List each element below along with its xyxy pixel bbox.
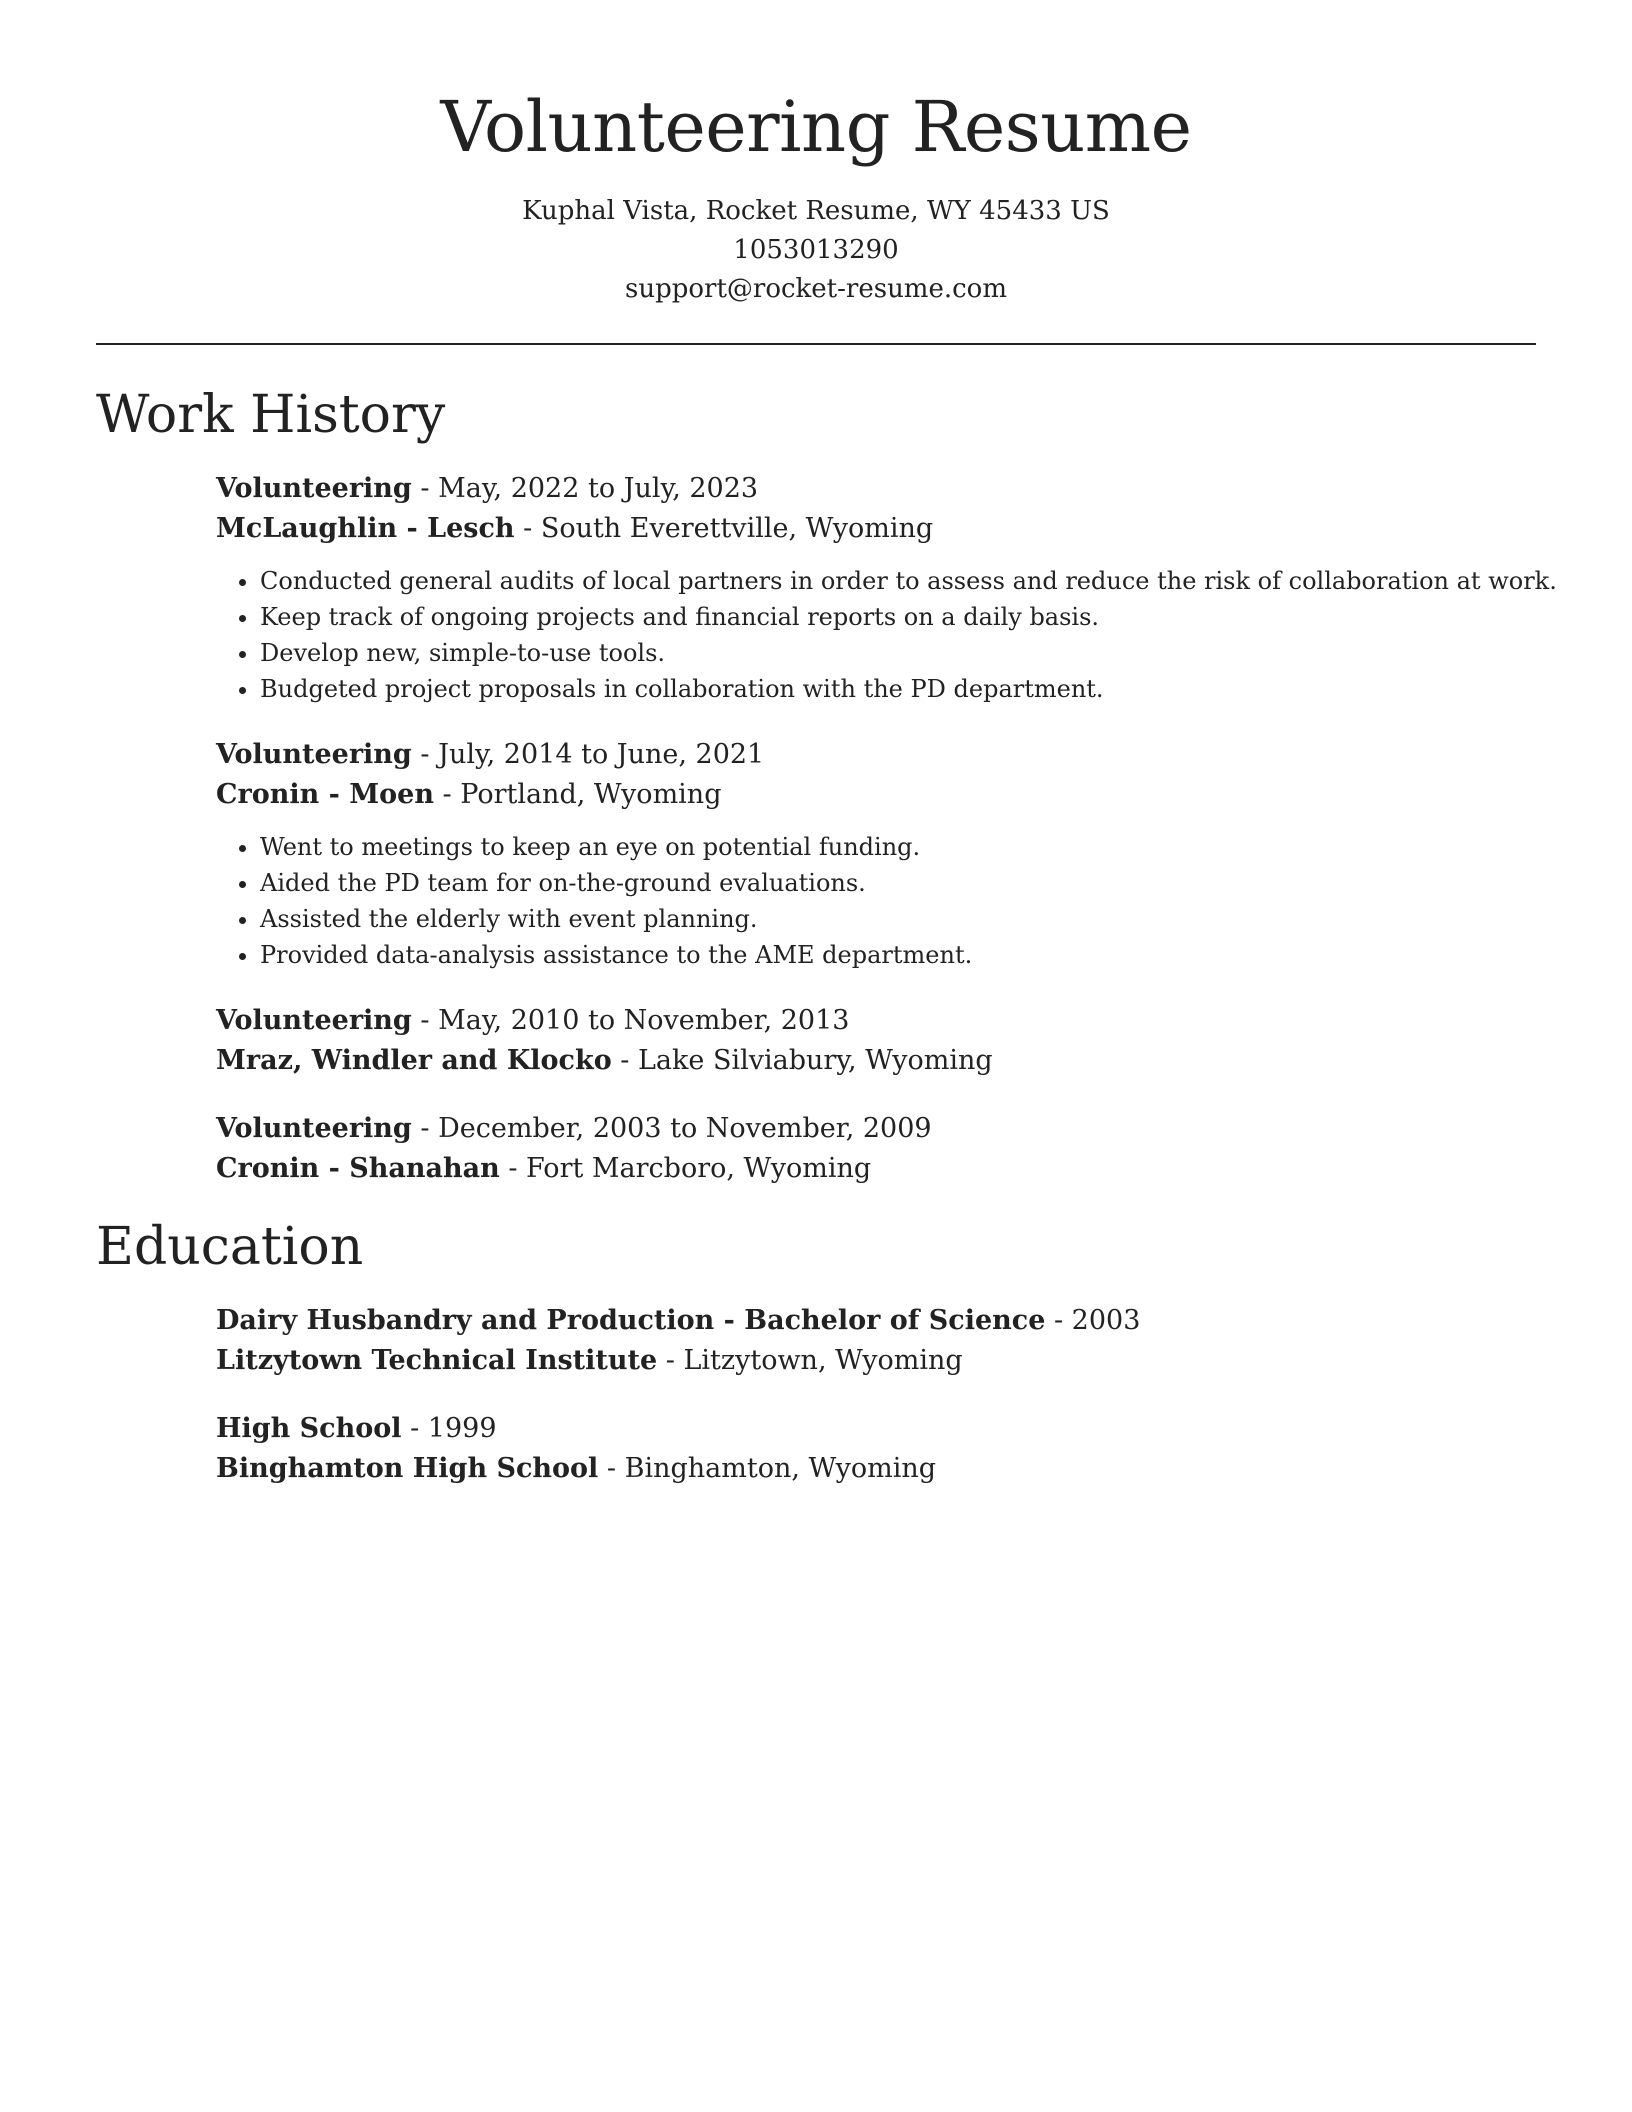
school-location: - Binghamton, Wyoming [598, 1453, 937, 1484]
education-school-line [216, 1341, 1536, 1381]
job-duty: • Keep track of ongoing projects and financial reports on a daily basis. [260, 599, 1536, 635]
employer: Cronin - Shanahan [216, 1153, 500, 1184]
employer: Cronin - Moen [216, 779, 434, 810]
job-duty: • Develop new, simple-to-use tools. [260, 635, 1536, 671]
phone: 1053013290 [733, 235, 899, 265]
job-duties [216, 829, 1536, 973]
school-location: - Litzytown, Wyoming [657, 1345, 963, 1376]
school: Binghamton High School [216, 1453, 599, 1484]
job-location: - Lake Silviabury, Wyoming [611, 1045, 993, 1076]
work-entry [216, 1001, 1536, 1081]
education-degree-line [216, 1301, 1536, 1341]
job-duty: • Provided data-analysis assistance to the AME department. [260, 937, 1536, 973]
work-entry-employer-line [216, 1041, 1536, 1081]
job-duty: • Aided the PD team for on-the-ground evaluations. [260, 865, 1536, 901]
work-history-list [96, 469, 1557, 1189]
job-title: Volunteering [216, 1005, 412, 1036]
work-entry-title-line [216, 735, 1536, 775]
degree: High School [216, 1413, 402, 1444]
job-dates: - December, 2003 to November, 2009 [411, 1113, 932, 1144]
work-entry [216, 1109, 1536, 1189]
work-entry-employer-line [216, 775, 1536, 815]
job-dates: - May, 2022 to July, 2023 [411, 473, 759, 504]
job-duty: • Budgeted project proposals in collaboration with the PD department. [260, 671, 1536, 707]
education-entry [216, 1409, 1536, 1489]
header-divider [96, 343, 1536, 345]
education-school-line [216, 1449, 1536, 1489]
graduation-year: - 1999 [401, 1413, 497, 1444]
contact-info [96, 192, 1536, 309]
job-duty: • Assisted the elderly with event planning. [260, 901, 1536, 937]
work-entry [216, 469, 1557, 707]
job-title: Volunteering [216, 739, 412, 770]
work-history-heading: Work History [96, 385, 446, 445]
education-degree-line [216, 1409, 1536, 1449]
graduation-year: - 2003 [1045, 1305, 1141, 1336]
job-duty: • Went to meetings to keep an eye on potential funding. [260, 829, 1536, 865]
email: support@rocket-resume.com [624, 274, 1007, 304]
employer: Mraz, Windler and Klocko [216, 1045, 612, 1076]
job-duty: • Conducted general audits of local partners in order to assess and reduce the risk of collaboration at work. [260, 563, 1536, 599]
school: Litzytown Technical Institute [216, 1345, 658, 1376]
resume-header [96, 0, 1536, 309]
employer: McLaughlin - Lesch [216, 513, 515, 544]
job-title: Volunteering [216, 1113, 412, 1144]
job-location: - Portland, Wyoming [433, 779, 722, 810]
address: Kuphal Vista, Rocket Resume, WY 45433 US [522, 196, 1110, 226]
job-location: - Fort Marcboro, Wyoming [499, 1153, 872, 1184]
work-entry-title-line [216, 1109, 1536, 1149]
education-list [96, 1301, 1536, 1489]
work-entry-employer-line [216, 509, 1536, 549]
work-entry-title-line [216, 1001, 1536, 1041]
job-location: - South Everettville, Wyoming [514, 513, 934, 544]
resume-title: Volunteering Resume [440, 86, 1192, 168]
job-duties [216, 563, 1557, 707]
work-entry-employer-line [216, 1149, 1536, 1189]
job-dates: - July, 2014 to June, 2021 [411, 739, 765, 770]
work-entry-title-line [216, 469, 1536, 509]
work-entry [216, 735, 1536, 973]
job-dates: - May, 2010 to November, 2013 [411, 1005, 850, 1036]
education-heading: Education [96, 1217, 364, 1277]
job-title: Volunteering [216, 473, 412, 504]
degree: Dairy Husbandry and Production - Bachelor of Science [216, 1305, 1046, 1336]
education-entry [216, 1301, 1536, 1381]
